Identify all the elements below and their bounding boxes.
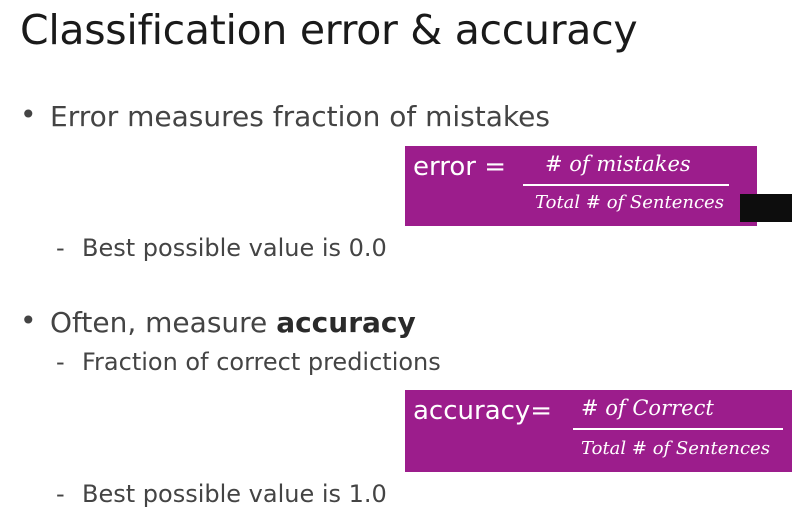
bullet-accuracy-sub1 bbox=[56, 348, 441, 376]
bullet-accuracy-text bbox=[50, 306, 416, 339]
bullet-accuracy-sub1-text: Fraction of correct predictions bbox=[82, 348, 441, 376]
occluding-marker bbox=[740, 194, 792, 222]
accuracy-formula-numerator: # of Correct bbox=[581, 396, 714, 420]
accuracy-formula-denominator: Total # of Sentences bbox=[581, 438, 770, 459]
accuracy-fraction-bar bbox=[573, 428, 783, 430]
bullet-error-sub bbox=[56, 234, 387, 262]
bullet-accuracy-sub2-text: Best possible value is 1.0 bbox=[82, 480, 387, 508]
error-formula-box bbox=[405, 146, 757, 226]
bullet-accuracy-prefix: Often, measure bbox=[50, 306, 277, 339]
sub-dash: - bbox=[56, 480, 65, 508]
bullet-error-sub-text: Best possible value is 0.0 bbox=[82, 234, 387, 262]
accuracy-formula-box bbox=[405, 390, 792, 472]
error-formula-lhs: error = bbox=[413, 152, 506, 182]
error-formula-numerator: # of mistakes bbox=[545, 152, 691, 176]
error-fraction-bar bbox=[523, 184, 729, 186]
slide-title: Classification error & accuracy bbox=[20, 6, 638, 54]
error-formula-denominator: Total # of Sentences bbox=[535, 192, 724, 213]
bullet-dot: • bbox=[20, 304, 37, 337]
accuracy-formula-lhs: accuracy= bbox=[413, 396, 553, 426]
sub-dash: - bbox=[56, 234, 65, 262]
bullet-dot: • bbox=[20, 98, 37, 131]
bullet-accuracy-sub2 bbox=[56, 480, 387, 508]
bullet-error-text: Error measures fraction of mistakes bbox=[50, 100, 550, 133]
sub-dash: - bbox=[56, 348, 65, 376]
bullet-accuracy-bold: accuracy bbox=[276, 306, 416, 339]
